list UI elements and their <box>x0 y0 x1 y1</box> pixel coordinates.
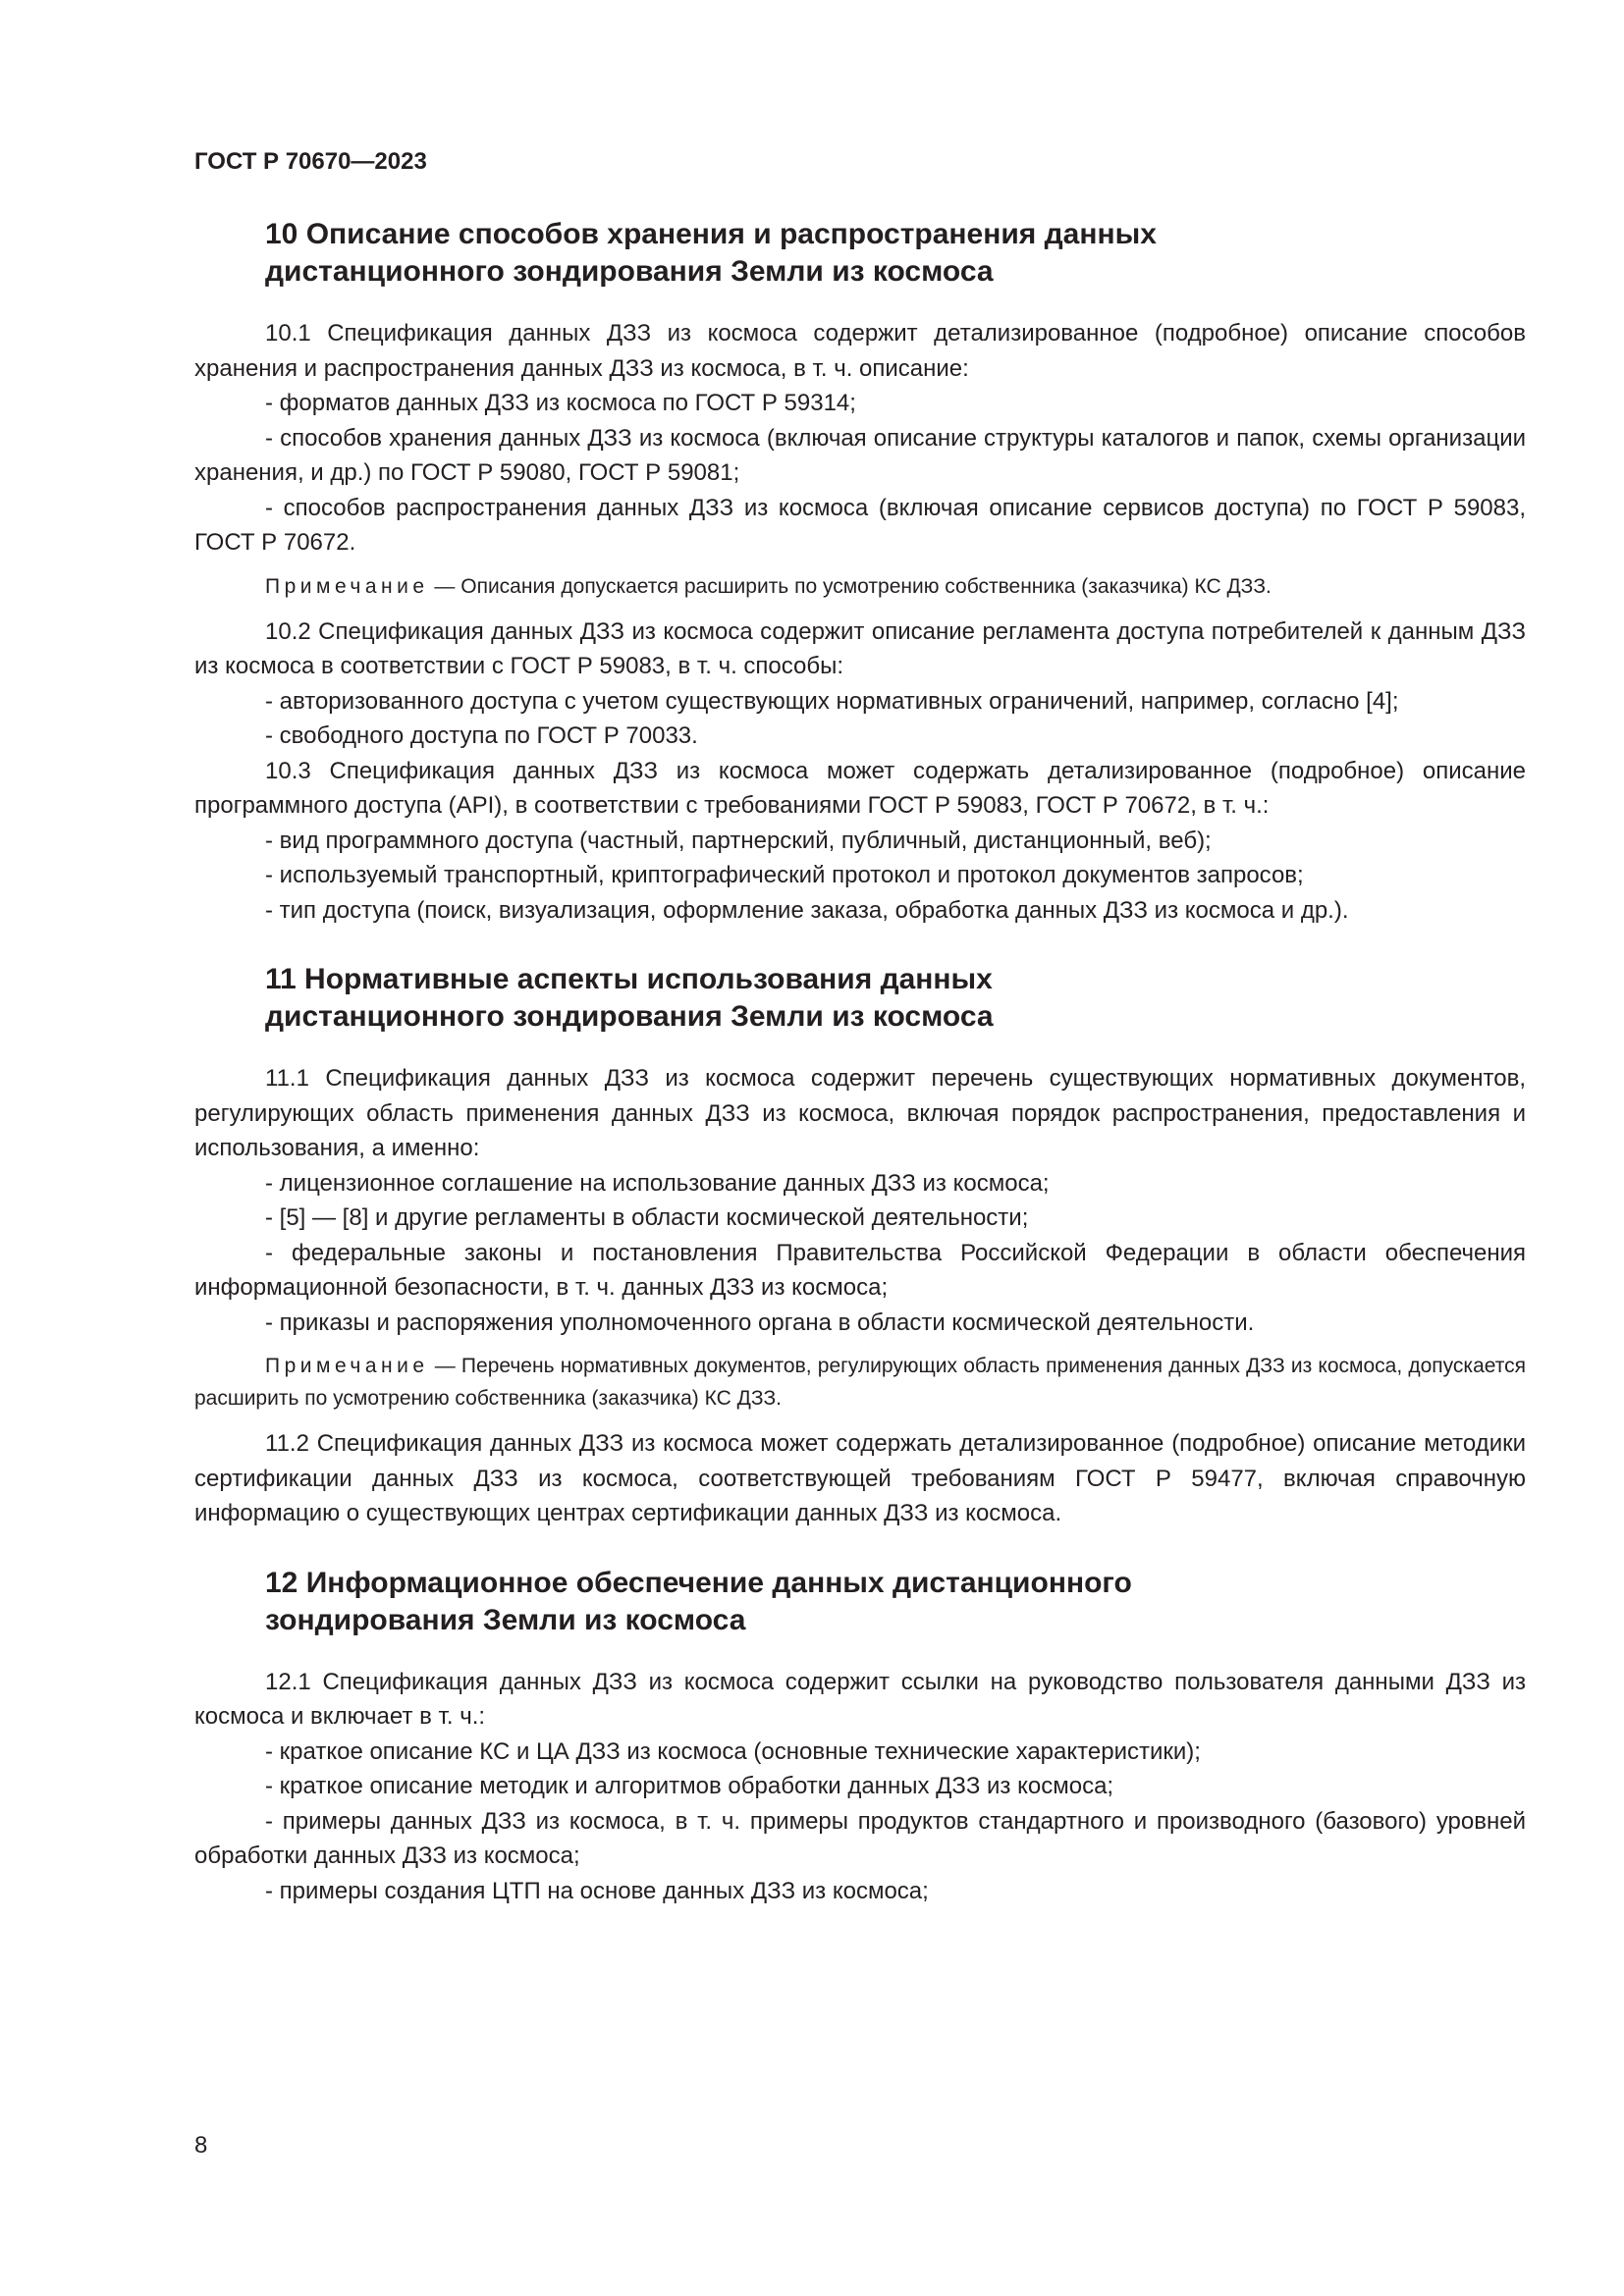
page-number: 8 <box>194 2132 208 2159</box>
list-item: - краткое описание методик и алгоритмов обработки данных ДЗЗ из космоса; <box>265 1773 1114 1799</box>
section-title-line: дистанционного зондирования Земли из космоса <box>265 255 994 288</box>
section-title-line: дистанционного зондирования Земли из космоса <box>265 1000 994 1033</box>
list-item: - форматов данных ДЗЗ из космоса по ГОСТ Р 59314; <box>265 390 856 416</box>
section-title-line: 12 Информационное обеспечение данных дистанционного <box>265 1566 1132 1599</box>
section-11-title <box>265 961 1526 1036</box>
list-item: - используемый транспортный, криптографический протокол и протокол документов запросов; <box>265 862 1304 888</box>
paragraph-10-1: 10.1 Спецификация данных ДЗЗ из космоса содержит детализированное (подробное) описание способов хранения и распространения данных ДЗЗ из космоса, в т. ч. описание: <box>194 320 1526 382</box>
section-spacer <box>194 928 1526 961</box>
section-spacer <box>194 1531 1526 1565</box>
paragraph-10-3: 10.3 Спецификация данных ДЗЗ из космоса может содержать детализированное (подробное) описание программного доступа (API), в соответствии с требованиями ГОСТ Р 59083, ГОСТ Р 70672, в т. ч.: <box>194 757 1526 819</box>
note-text: — Перечень нормативных документов, регулирующих область применения данных ДЗЗ из космоса, допускается расширить по усмотрению собственника (заказчика) КС ДЗЗ. <box>194 1355 1526 1410</box>
paragraph-10-2: 10.2 Спецификация данных ДЗЗ из космоса содержит описание регламента доступа потребителей к данным ДЗЗ из космоса в соответствии с ГОСТ Р 59083, в т. ч. способы: <box>194 617 1526 679</box>
list-item: - свободного доступа по ГОСТ Р 70033. <box>265 722 698 749</box>
list-item: - лицензионное соглашение на использование данных ДЗЗ из космоса; <box>265 1169 1050 1197</box>
note-11 <box>194 1350 1526 1415</box>
note-10 <box>194 570 1526 603</box>
note-text: — Описания допускается расширить по усмотрению собственника (заказчика) КС ДЗЗ. <box>428 574 1272 598</box>
list-item: - примеры данных ДЗЗ из космоса, в т. ч. примеры продуктов стандартного и производного (базового) уровней обработки данных ДЗЗ из космоса; <box>194 1807 1526 1869</box>
section-10-title <box>265 216 1526 291</box>
list-item: - способов распространения данных ДЗЗ из космоса (включая описание сервисов доступа) по ГОСТ Р 59083, ГОСТ Р 70672. <box>194 494 1526 556</box>
list-item: - краткое описание КС и ЦА ДЗЗ из космоса (основные технические характеристики); <box>265 1737 1201 1765</box>
list-item: - вид программного доступа (частный, партнерский, публичный, дистанционный, веб); <box>265 827 1212 854</box>
section-title-line: зондирования Земли из космоса <box>265 1603 746 1636</box>
note-label: Примечание <box>265 574 429 598</box>
list-item: - приказы и распоряжения уполномоченного органа в области космической деятельности. <box>265 1308 1255 1336</box>
paragraph-11-1: 11.1 Спецификация данных ДЗЗ из космоса содержит перечень существующих нормативных документов, регулирующих область применения данных ДЗЗ из космоса, включая порядок распространения, предоставления и использования, а именно: <box>194 1065 1526 1161</box>
paragraph-12-1: 12.1 Спецификация данных ДЗЗ из космоса содержит ссылки на руководство пользователя данными ДЗЗ из космоса и включает в т. ч.: <box>194 1668 1526 1730</box>
list-item: - федеральные законы и постановления Правительства Российской Федерации в области обеспечения информационной безопасности, в т. ч. данных ДЗЗ из космоса; <box>194 1239 1526 1301</box>
list-item: - способов хранения данных ДЗЗ из космоса (включая описание структуры каталогов и папок, схемы организации хранения, и др.) по ГОСТ Р 59080, ГОСТ Р 59081; <box>194 424 1526 486</box>
note-label: Примечание <box>265 1355 429 1377</box>
document-code: ГОСТ Р 70670—2023 <box>194 148 427 175</box>
list-item: - авторизованного доступа с учетом существующих нормативных ограничений, например, согласно [4]; <box>265 687 1399 715</box>
section-title-line: 11 Нормативные аспекты использования данных <box>265 963 993 995</box>
list-item: - [5] — [8] и другие регламенты в области космической деятельности; <box>265 1204 1029 1231</box>
document-page <box>194 147 1526 1908</box>
paragraph-11-2: 11.2 Спецификация данных ДЗЗ из космоса может содержать детализированное (подробное) описание методики сертификации данных ДЗЗ из космоса, соответствующей требованиям ГОСТ Р 59477, включая справочную информацию о существующих центрах сертификации данных ДЗЗ из космоса. <box>194 1430 1526 1526</box>
list-item: - тип доступа (поиск, визуализация, оформление заказа, обработка данных ДЗЗ из космоса и др.). <box>265 896 1349 924</box>
section-12-title <box>265 1565 1526 1639</box>
section-title-line: 10 Описание способов хранения и распространения данных <box>265 218 1157 250</box>
list-item: - примеры создания ЦТП на основе данных ДЗЗ из космоса; <box>265 1877 929 1904</box>
